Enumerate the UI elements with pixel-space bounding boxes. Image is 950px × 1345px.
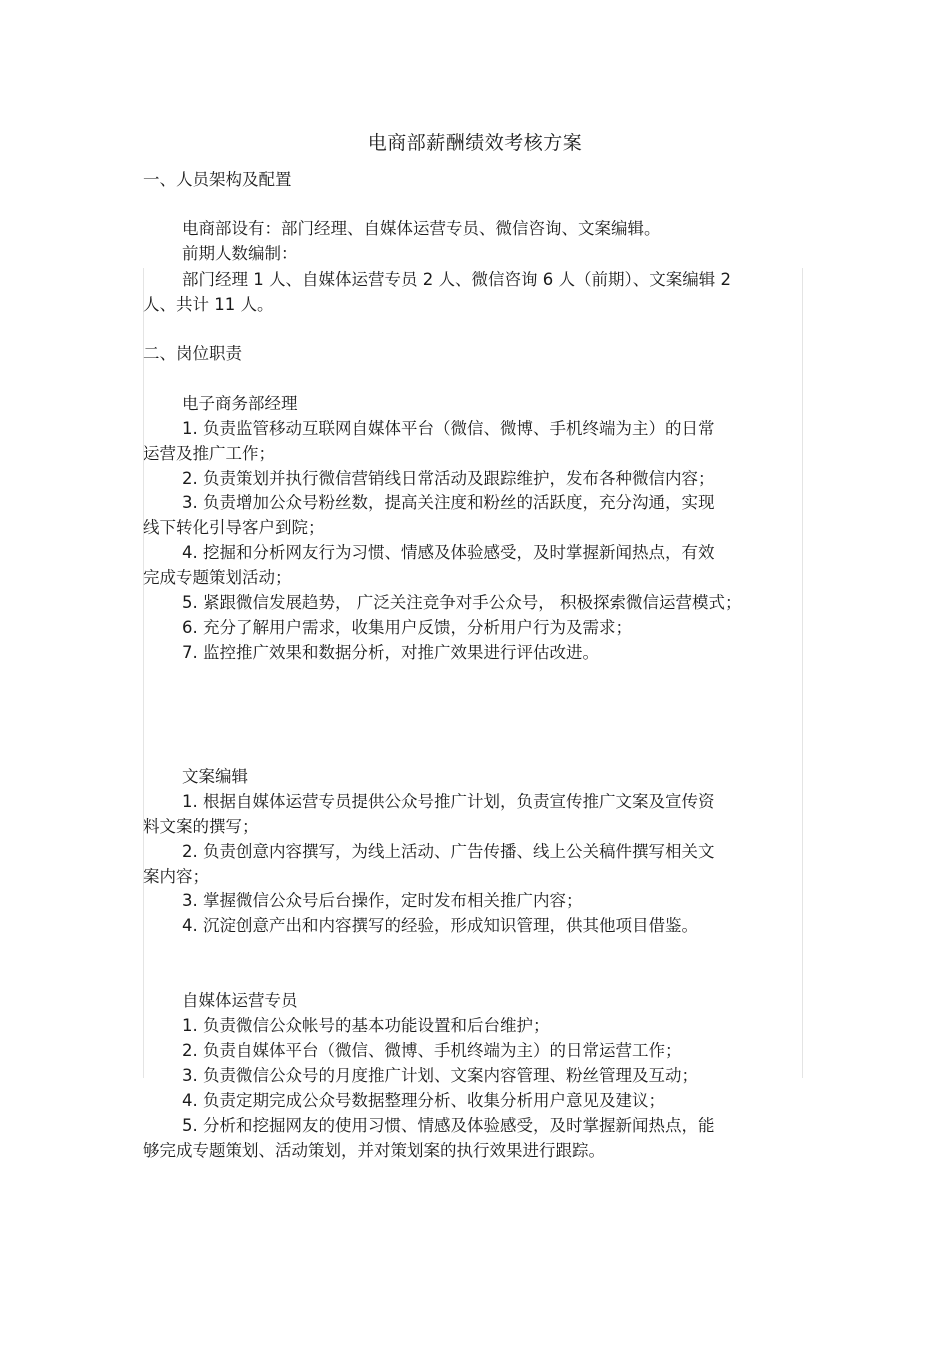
section-heading-duties: 二、岗位职责 — [143, 344, 242, 363]
staffing-line-2: 前期人数编制： — [182, 244, 298, 263]
media-duty-5b: 够完成专题策划、活动策划，并对策划案的执行效果进行跟踪。 — [143, 1141, 605, 1160]
media-duty-2: 2. 负责自媒体平台（微信、微博、手机终端为主）的日常运营工作； — [182, 1041, 682, 1060]
manager-duty-3a: 3. 负责增加公众号粉丝数，提高关注度和粉丝的活跃度，充分沟通，实现 — [182, 493, 715, 512]
manager-duty-3b: 线下转化引导客户到院； — [143, 518, 325, 537]
copywriter-duty-3: 3. 掌握微信公众号后台操作，定时发布相关推广内容； — [182, 891, 583, 910]
manager-duty-1b: 运营及推广工作； — [143, 444, 275, 463]
manager-duty-6: 6. 充分了解用户需求，收集用户反馈，分析用户行为及需求； — [182, 618, 632, 637]
media-title: 自媒体运营专员 — [182, 991, 298, 1010]
page-frame — [143, 268, 803, 1078]
staffing-line-3b: 人、共计 11 人。 — [143, 295, 274, 314]
section-heading-staffing: 一、人员架构及配置 — [143, 170, 292, 189]
manager-title: 电子商务部经理 — [182, 394, 298, 413]
document-title: 电商部薪酬绩效考核方案 — [367, 132, 583, 154]
manager-duty-5: 5. 紧跟微信发展趋势， 广泛关注竞争对手公众号， 积极探索微信运营模式； — [182, 593, 742, 612]
manager-duty-2: 2. 负责策划并执行微信营销线日常活动及跟踪维护，发布各种微信内容； — [182, 469, 715, 488]
media-duty-3: 3. 负责微信公众号的月度推广计划、文案内容管理、粉丝管理及互动； — [182, 1066, 698, 1085]
media-duty-5a: 5. 分析和挖掘网友的使用习惯、情感及体验感受，及时掌握新闻热点，能 — [182, 1116, 715, 1135]
media-duty-4: 4. 负责定期完成公众号数据整理分析、收集分析用户意见及建议； — [182, 1091, 665, 1110]
copywriter-duty-1a: 1. 根据自媒体运营专员提供公众号推广计划，负责宣传推广文案及宣传资 — [182, 792, 715, 811]
copywriter-title: 文案编辑 — [182, 767, 248, 786]
manager-duty-7: 7. 监控推广效果和数据分析，对推广效果进行评估改进。 — [182, 643, 599, 662]
manager-duty-4a: 4. 挖掘和分析网友行为习惯、情感及体验感受，及时掌握新闻热点，有效 — [182, 543, 715, 562]
copywriter-duty-1b: 料文案的撰写； — [143, 817, 259, 836]
media-duty-1: 1. 负责微信公众帐号的基本功能设置和后台维护； — [182, 1016, 550, 1035]
copywriter-duty-2a: 2. 负责创意内容撰写，为线上活动、广告传播、线上公关稿件撰写相关文 — [182, 842, 715, 861]
manager-duty-4b: 完成专题策划活动； — [143, 568, 292, 587]
staffing-line-3a: 部门经理 1 人、自媒体运营专员 2 人、微信咨询 6 人（前期）、文案编辑 2 — [182, 270, 731, 289]
copywriter-duty-2b: 案内容； — [143, 867, 209, 886]
staffing-line-1: 电商部设有：部门经理、自媒体运营专员、微信咨询、文案编辑。 — [182, 219, 661, 238]
manager-duty-1a: 1. 负责监管移动互联网自媒体平台（微信、微博、手机终端为主）的日常 — [182, 419, 715, 438]
copywriter-duty-4: 4. 沉淀创意产出和内容撰写的经验，形成知识管理，供其他项目借鉴。 — [182, 916, 698, 935]
